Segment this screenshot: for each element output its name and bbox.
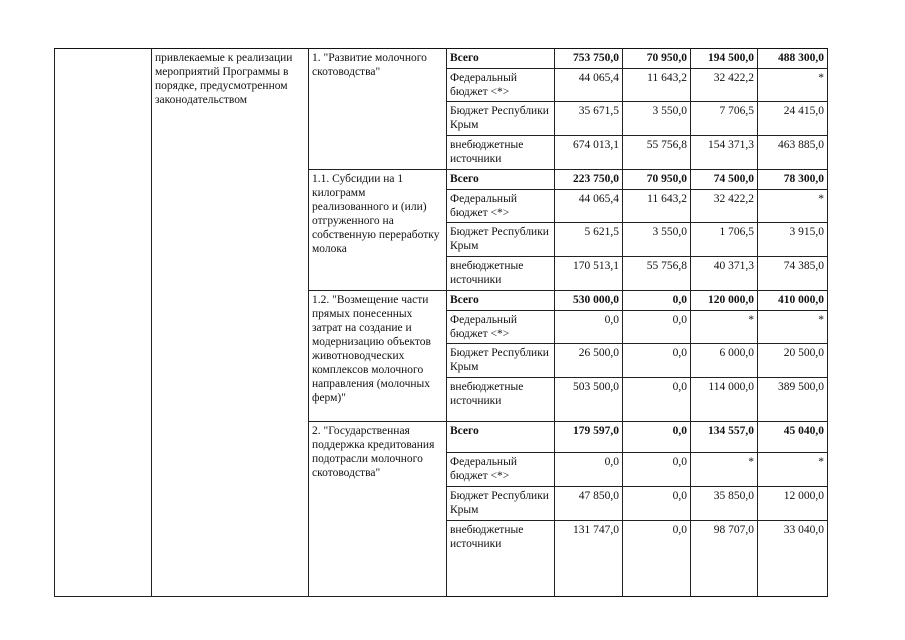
value-cell: 44 065,4 — [555, 69, 623, 102]
row-label: Всего — [447, 170, 555, 190]
value-cell: 674 013,1 — [555, 136, 623, 170]
row-label: внебюджетные источники — [447, 136, 555, 170]
value-cell: 134 557,0 — [691, 422, 758, 453]
value-cell: 11 643,2 — [623, 190, 691, 223]
value-cell: 3 915,0 — [758, 223, 828, 257]
value-cell: 12 000,0 — [758, 487, 828, 521]
value-cell: * — [758, 69, 828, 102]
row-label: внебюджетные источники — [447, 521, 555, 597]
value-cell: * — [691, 311, 758, 344]
row-label: Всего — [447, 291, 555, 311]
value-cell: 98 707,0 — [691, 521, 758, 597]
row-label: Федеральный бюджет <*> — [447, 311, 555, 344]
row-label: Федеральный бюджет <*> — [447, 69, 555, 102]
value-cell: 488 300,0 — [758, 49, 828, 69]
value-cell: 70 950,0 — [623, 170, 691, 190]
value-cell: 0,0 — [555, 311, 623, 344]
value-cell: 0,0 — [623, 378, 691, 422]
value-cell: 530 000,0 — [555, 291, 623, 311]
value-cell: 11 643,2 — [623, 69, 691, 102]
row-label: Бюджет Республики Крым — [447, 487, 555, 521]
value-cell: 0,0 — [623, 521, 691, 597]
value-cell: 170 513,1 — [555, 257, 623, 291]
value-cell: 55 756,8 — [623, 136, 691, 170]
section-title: 1.2. "Возмещение части прямых понесенных затрат на создание и модернизацию объектов животноводческих комплексов молочного направления (молочных ферм)" — [309, 291, 447, 422]
row-label: Федеральный бюджет <*> — [447, 453, 555, 487]
value-cell: 55 756,8 — [623, 257, 691, 291]
value-cell: 0,0 — [555, 453, 623, 487]
value-cell: 0,0 — [623, 344, 691, 378]
value-cell: 40 371,3 — [691, 257, 758, 291]
row-label: Бюджет Республики Крым — [447, 344, 555, 378]
value-cell: 44 065,4 — [555, 190, 623, 223]
value-cell: 45 040,0 — [758, 422, 828, 453]
table-row — [55, 49, 828, 69]
row-label: Всего — [447, 422, 555, 453]
value-cell: 32 422,2 — [691, 69, 758, 102]
value-cell: 24 415,0 — [758, 102, 828, 136]
value-cell: 223 750,0 — [555, 170, 623, 190]
value-cell: 35 850,0 — [691, 487, 758, 521]
value-cell: 179 597,0 — [555, 422, 623, 453]
value-cell: 3 550,0 — [623, 223, 691, 257]
value-cell: 70 950,0 — [623, 49, 691, 69]
value-cell: 114 000,0 — [691, 378, 758, 422]
section-title: 1.1. Субсидии на 1 килограмм реализованного и (или) отгруженного на собственную переработку молока — [309, 170, 447, 291]
value-cell: 503 500,0 — [555, 378, 623, 422]
value-cell: 74 385,0 — [758, 257, 828, 291]
value-cell: 120 000,0 — [691, 291, 758, 311]
value-cell: 463 885,0 — [758, 136, 828, 170]
value-cell: 47 850,0 — [555, 487, 623, 521]
empty-cell — [55, 49, 152, 597]
section-title: 1. "Развитие молочного скотоводства" — [309, 49, 447, 170]
value-cell: 389 500,0 — [758, 378, 828, 422]
value-cell: 154 371,3 — [691, 136, 758, 170]
value-cell: 26 500,0 — [555, 344, 623, 378]
value-cell: 74 500,0 — [691, 170, 758, 190]
value-cell: 0,0 — [623, 487, 691, 521]
value-cell: 1 706,5 — [691, 223, 758, 257]
value-cell: 753 750,0 — [555, 49, 623, 69]
value-cell: 35 671,5 — [555, 102, 623, 136]
value-cell: 7 706,5 — [691, 102, 758, 136]
value-cell: 0,0 — [623, 422, 691, 453]
budget-table — [54, 48, 828, 597]
value-cell: 0,0 — [623, 453, 691, 487]
value-cell: 20 500,0 — [758, 344, 828, 378]
value-cell: 32 422,2 — [691, 190, 758, 223]
value-cell: 33 040,0 — [758, 521, 828, 597]
section-title: 2. "Государственная поддержка кредитования подотрасли молочного скотоводства" — [309, 422, 447, 597]
value-cell: 410 000,0 — [758, 291, 828, 311]
value-cell: 0,0 — [623, 291, 691, 311]
row-label: Бюджет Республики Крым — [447, 102, 555, 136]
row-label: Федеральный бюджет <*> — [447, 190, 555, 223]
value-cell: * — [758, 190, 828, 223]
value-cell: 6 000,0 — [691, 344, 758, 378]
value-cell: 5 621,5 — [555, 223, 623, 257]
row-label: внебюджетные источники — [447, 378, 555, 422]
value-cell: 131 747,0 — [555, 521, 623, 597]
value-cell: * — [691, 453, 758, 487]
row-label: Всего — [447, 49, 555, 69]
value-cell: * — [758, 311, 828, 344]
row-label: Бюджет Республики Крым — [447, 223, 555, 257]
value-cell: * — [758, 453, 828, 487]
value-cell: 78 300,0 — [758, 170, 828, 190]
value-cell: 0,0 — [623, 311, 691, 344]
value-cell: 194 500,0 — [691, 49, 758, 69]
funding-source-note: привлекаемые к реализации мероприятий Программы в порядке, предусмотренном законодательством — [152, 49, 309, 597]
row-label: внебюджетные источники — [447, 257, 555, 291]
value-cell: 3 550,0 — [623, 102, 691, 136]
